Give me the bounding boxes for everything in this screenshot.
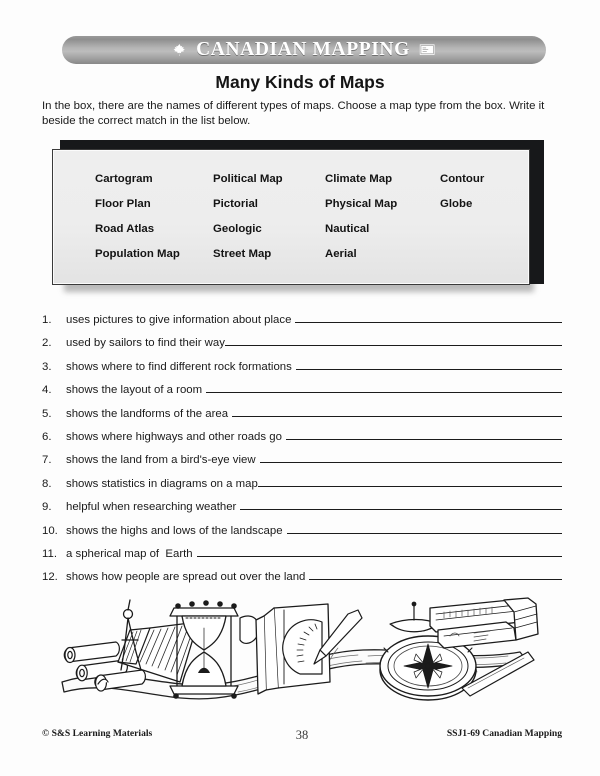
question-text: shows the highs and lows of the landscape <box>66 524 283 537</box>
word-bank-term: Floor Plan <box>95 198 151 210</box>
word-bank-term: Nautical <box>325 223 370 235</box>
copyright-text: © S&S Learning Materials <box>42 728 153 739</box>
question-number: 6. <box>42 430 52 443</box>
word-bank-term: Population Map <box>95 248 180 260</box>
banner-title: CANADIAN MAPPING <box>196 39 410 60</box>
word-bank-term: Climate Map <box>325 173 393 185</box>
word-bank-row <box>95 198 529 223</box>
page-footer <box>42 728 562 742</box>
question-row <box>42 359 562 382</box>
question-number: 4. <box>42 384 52 397</box>
answer-blank[interactable] <box>295 312 562 323</box>
word-bank-term: Street Map <box>213 248 272 260</box>
answer-blank[interactable] <box>232 406 562 417</box>
question-row <box>42 335 562 358</box>
word-bank-term: Aerial <box>325 248 357 260</box>
question-row <box>42 429 562 452</box>
question-row <box>42 382 562 405</box>
question-text: shows the land from a bird's-eye view <box>66 454 256 467</box>
word-bank-row <box>95 248 529 273</box>
word-bank-term: Geologic <box>213 223 262 235</box>
product-code-text: SSJ1-69 Canadian Mapping <box>446 728 562 739</box>
question-text: shows where highways and other roads go <box>66 430 282 443</box>
question-number: 1. <box>42 314 52 326</box>
answer-blank[interactable] <box>296 359 562 370</box>
question-number: 12. <box>42 571 58 584</box>
question-text: used by sailors to find their way <box>66 337 225 350</box>
answer-blank[interactable] <box>258 476 562 487</box>
question-text: shows where to find different rock formations <box>66 360 292 373</box>
answer-blank[interactable] <box>240 499 562 510</box>
question-number: 7. <box>42 454 52 467</box>
question-number: 3. <box>42 360 52 373</box>
question-row <box>42 523 562 546</box>
word-bank-term: Globe <box>440 198 473 210</box>
instructions-text: In the box, there are the names of different types of maps. Choose a map type from the box. Write it beside the correct match in the list below. <box>42 100 545 128</box>
answer-blank[interactable] <box>197 546 562 557</box>
question-text: shows the layout of a room <box>66 384 203 397</box>
question-number: 8. <box>42 477 52 490</box>
answer-blank[interactable] <box>286 429 562 440</box>
question-row <box>42 499 562 522</box>
question-text: shows how people are spread out over the land <box>66 571 306 584</box>
question-text: shows the landforms of the area <box>66 407 229 420</box>
flag-icon <box>419 43 436 57</box>
question-number: 5. <box>42 407 52 420</box>
question-row <box>42 406 562 429</box>
word-bank-term: Pictorial <box>213 198 258 210</box>
question-text: a spherical map of Earth <box>66 547 193 560</box>
cartography-tools-illustration <box>58 578 542 710</box>
word-bank-term: Political Map <box>213 173 283 185</box>
question-text: uses pictures to give information about place <box>66 314 292 326</box>
word-bank-box <box>52 140 544 292</box>
answer-blank[interactable] <box>260 452 562 463</box>
answer-blank[interactable] <box>206 382 562 393</box>
question-text: helpful when researching weather <box>66 501 237 514</box>
question-row <box>42 312 562 335</box>
word-bank-panel <box>52 149 530 285</box>
question-row <box>42 452 562 475</box>
question-number: 11. <box>42 547 57 560</box>
page-title: Many Kinds of Maps <box>215 72 385 92</box>
word-bank-term: Cartogram <box>95 173 153 185</box>
answer-blank[interactable] <box>287 523 562 534</box>
word-bank-term: Physical Map <box>325 198 398 210</box>
word-bank-row <box>95 173 529 198</box>
answer-blank[interactable] <box>225 335 562 346</box>
question-text: shows statistics in diagrams on a map <box>66 477 258 490</box>
maple-leaf-icon <box>172 43 187 58</box>
question-list <box>42 312 562 593</box>
header-banner <box>62 36 546 64</box>
word-bank-row <box>95 223 529 248</box>
question-row <box>42 476 562 499</box>
question-number: 2. <box>42 337 52 350</box>
word-bank-term: Contour <box>440 173 485 185</box>
question-number: 9. <box>42 501 52 514</box>
word-bank-term: Road Atlas <box>95 223 155 235</box>
question-row <box>42 546 562 569</box>
question-number: 10. <box>42 524 58 537</box>
page-number: 38 <box>295 728 309 742</box>
